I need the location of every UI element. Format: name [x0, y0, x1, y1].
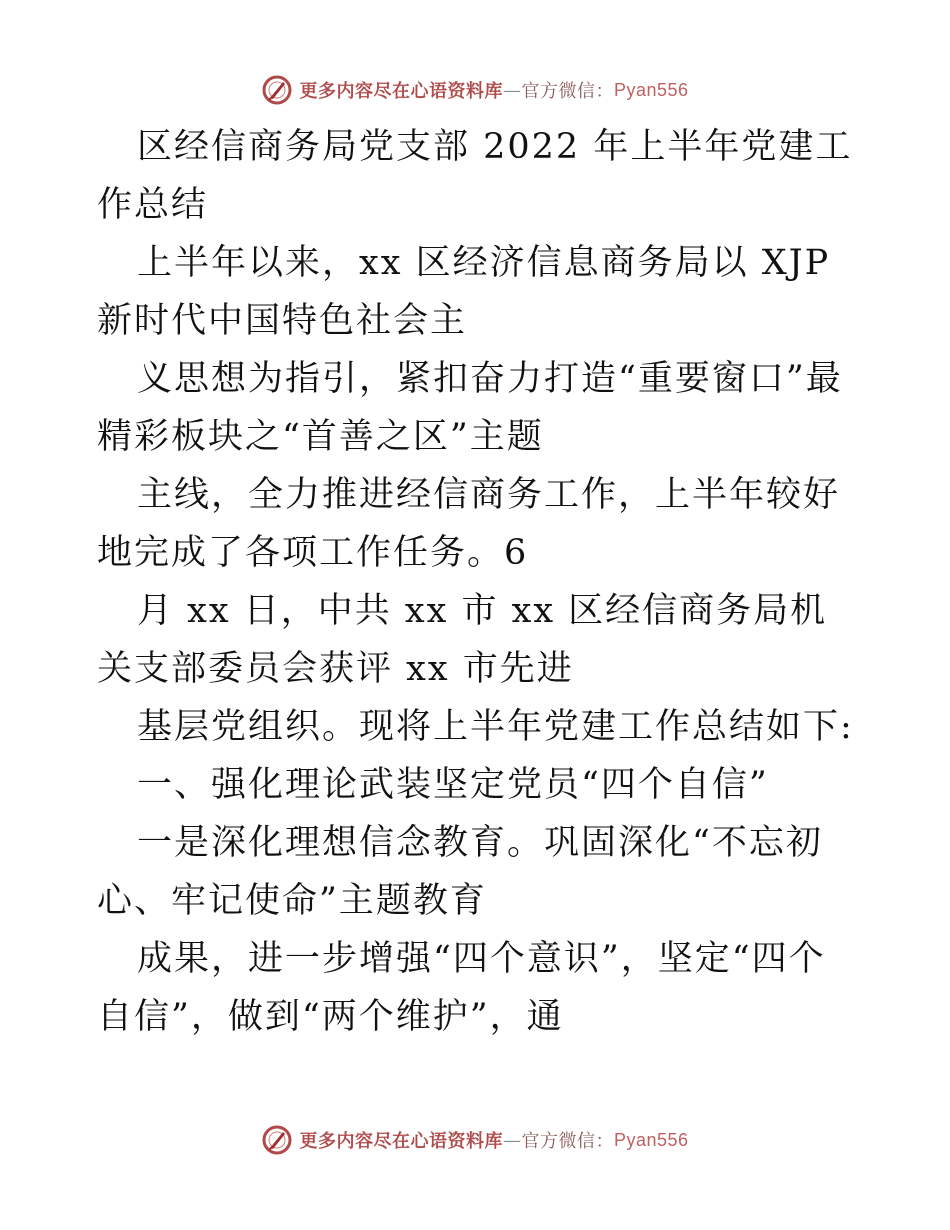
- paragraph: 主线，全力推进经信商务工作，上半年较好地完成了各项工作任务。6: [97, 475, 841, 573]
- watermark-separator: —: [502, 79, 522, 101]
- watermark-id: Pyan556: [613, 79, 689, 100]
- section-heading: 一、强化理论武装坚定党员“四个自信”: [137, 765, 769, 805]
- paragraph: 月 xx 日，中共 xx 市 xx 区经信商务局机关支部委员会获评 xx 市先进: [97, 591, 828, 689]
- document-body: [97, 118, 857, 1046]
- watermark-id: Pyan556: [613, 1129, 689, 1150]
- document-title: 区经信商务局党支部 2022 年上半年党建工作总结: [97, 127, 853, 225]
- watermark-subtitle: 官方微信：: [521, 81, 614, 102]
- paragraph: 基层党组织。现将上半年党建工作总结如下:: [137, 707, 854, 747]
- footer-watermark: [0, 1120, 950, 1160]
- watermark-brand: 更多内容尽在心语资料库: [299, 81, 503, 102]
- watermark-brand: 更多内容尽在心语资料库: [299, 1131, 503, 1152]
- feather-quill-circle-icon: [261, 74, 293, 106]
- paragraph: 义思想为指引，紧扣奋力打造“重要窗口”最精彩板块之“首善之区”主题: [97, 359, 843, 457]
- paragraph: 上半年以来，xx 区经济信息商务局以 XJP 新时代中国特色社会主: [97, 243, 831, 341]
- watermark-separator: —: [502, 1129, 522, 1151]
- feather-quill-circle-icon: [261, 1124, 293, 1156]
- watermark-subtitle: 官方微信：: [521, 1131, 614, 1152]
- header-watermark: [0, 70, 950, 110]
- paragraph: 成果，进一步增强“四个意识”，坚定“四个自信”，做到“两个维护”，通: [97, 939, 826, 1037]
- paragraph: 一是深化理想信念教育。巩固深化“不忘初心、牢记使命”主题教育: [97, 823, 823, 921]
